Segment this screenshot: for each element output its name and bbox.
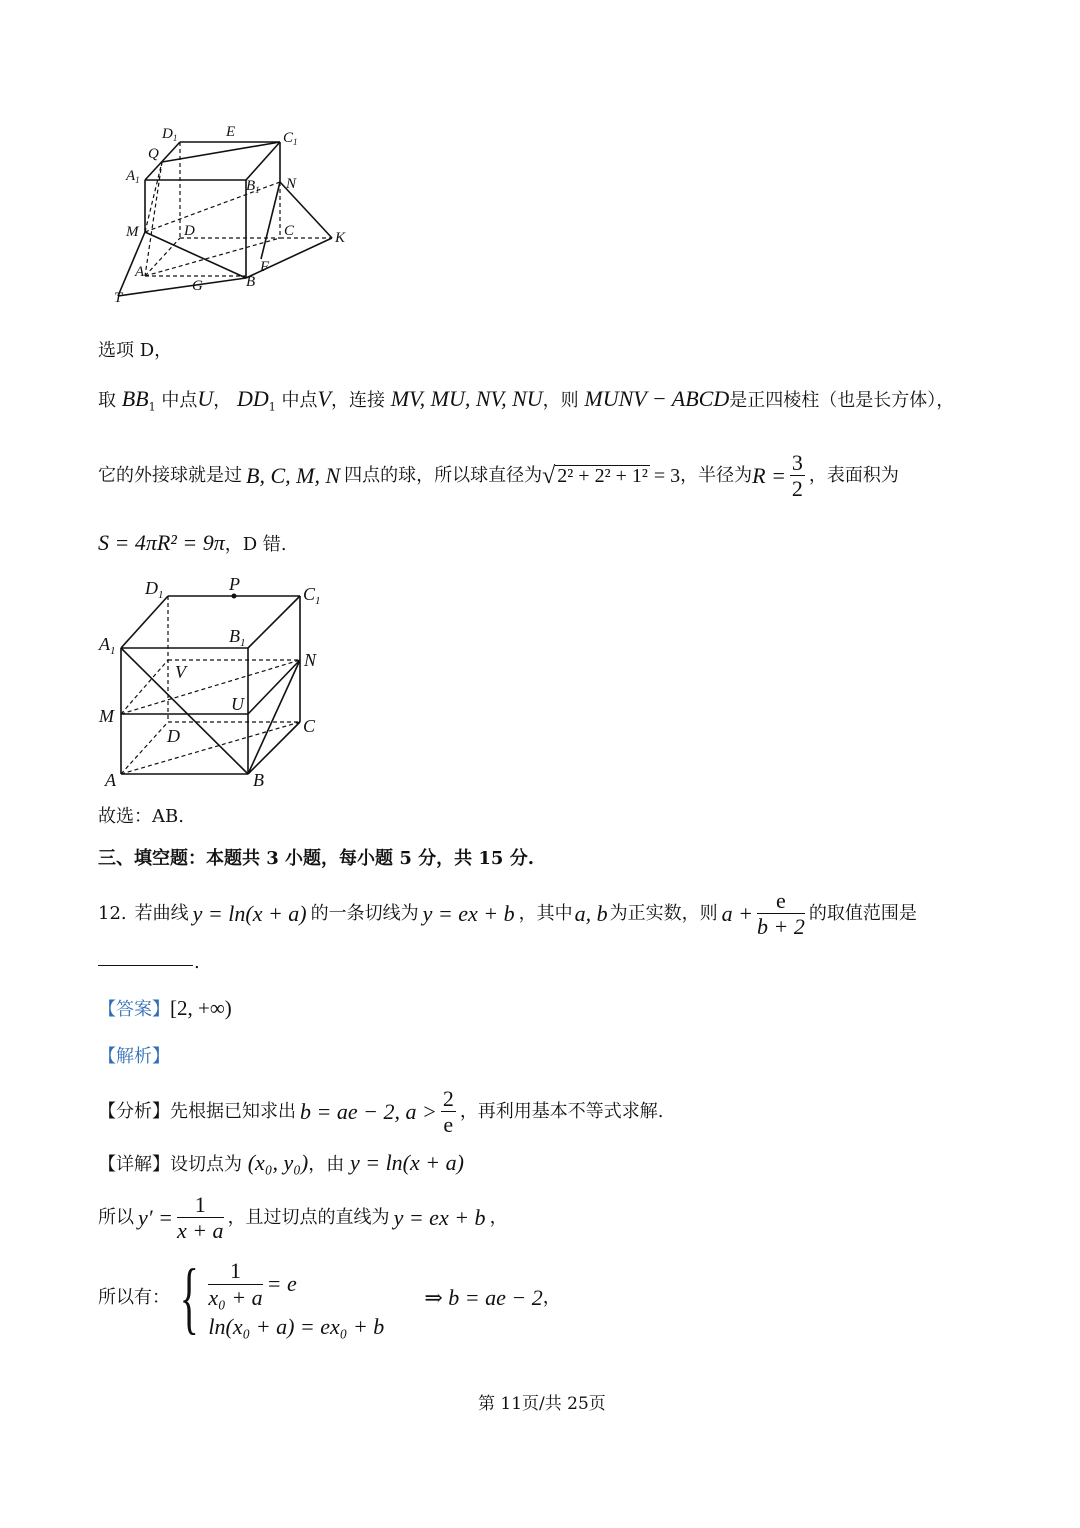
fig1-label-F: F	[260, 259, 270, 275]
fig1-label-Q: Q	[148, 146, 159, 162]
fig1-label-E: E	[226, 124, 236, 140]
system-equations: 所以有： { $\frac{1}{\text{x₀ + a}}$ = e ln(x₀ + a) = ex₀ + b ⇒ b = ae − 2 ，	[98, 1254, 561, 1342]
section-heading: 三、填空题：本题共 3 小题，每小题 5 分，共 15 分.	[98, 848, 534, 869]
question-12: 12. 若曲线 y = ln(x + a) 的一条切线为 y = ex + b ，其中 a, b 为正实数，则 a + $\frac{e}{b + 2}$ 的取值范围是	[98, 888, 917, 940]
derivative-line: 所以 y′ = $\frac{1}{x + a}$ ，且过切点的直线为 y = ex + b ，	[98, 1192, 508, 1244]
fig1-label-T: T	[114, 290, 123, 306]
fig1-label-G: G	[192, 278, 203, 294]
fig2-label-U: U	[231, 694, 244, 714]
xiangjie: 【详解】设切点为 (x₀, y₀)，由 y = ln(x + a)	[98, 1150, 464, 1175]
option-d-label: 选项 D，	[98, 340, 173, 361]
answer: 【答案】[2, +∞)	[98, 996, 232, 1020]
fig1-label-D1: $D_1$	[162, 126, 178, 143]
fig2-label-B: B	[253, 770, 264, 790]
option-d-line1: 取 $BB_1$ 中点U， $DD_1$ 中点V，连接 MV, MU, NV, NU，则 MUNV − ABCD是正四棱柱（也是长方体），	[98, 386, 955, 414]
answer-blank	[98, 965, 193, 966]
fig2-label-D1: $D_1$	[145, 578, 164, 601]
fig2-label-A: A	[105, 770, 116, 790]
fig1-label-M: M	[126, 224, 139, 240]
fig1-label-B1: $B_1$	[246, 178, 260, 195]
fenxi: 【分析】 先根据已知求出 b = ae − 2, a > $\frac{2}{e}$ ，再利用基本不等式求解.	[98, 1086, 664, 1138]
fig1-label-A1: $A_1$	[126, 168, 140, 185]
fig2-label-B1: $B_1$	[229, 626, 246, 649]
fig2-label-P: P	[229, 574, 240, 594]
page-footer: 第 11页/共 25页	[478, 1394, 606, 1414]
fig2-label-A1: $A_1$	[99, 634, 116, 657]
fig1-label-C: C	[284, 223, 295, 239]
fig1-label-B: B	[246, 274, 256, 290]
fig1-label-N: N	[286, 176, 297, 192]
fig2-label-N: N	[304, 650, 317, 670]
fig2-label-D: D	[167, 726, 180, 746]
option-d-line2: 它的外接球就是过 B, C, M, N 四点的球，所以球直径为 √ 2² + 2² + 1² = 3 ，半径为 R = $\frac{3}{2}$ ，表面积为	[98, 450, 899, 502]
fig1-label-C1: $C_1$	[283, 130, 298, 147]
fig2-label-C: C	[303, 716, 316, 736]
blank-end: .	[194, 952, 200, 973]
fig1-label-D: D	[184, 223, 195, 239]
analysis-label: 【解析】	[98, 1046, 170, 1067]
fig2-label-M: M	[99, 706, 114, 726]
fig1-label-A: A	[135, 264, 145, 280]
figure-1-prism-section	[110, 118, 360, 313]
fig1-label-K: K	[335, 230, 346, 246]
option-d-line3: S = 4πR² = 9π，D 错.	[98, 530, 287, 555]
fig2-label-V: V	[175, 662, 186, 682]
fig2-label-C1: $C_1$	[303, 584, 321, 607]
conclusion: 故选：AB.	[98, 806, 184, 827]
figure-2-cuboid	[95, 574, 335, 794]
